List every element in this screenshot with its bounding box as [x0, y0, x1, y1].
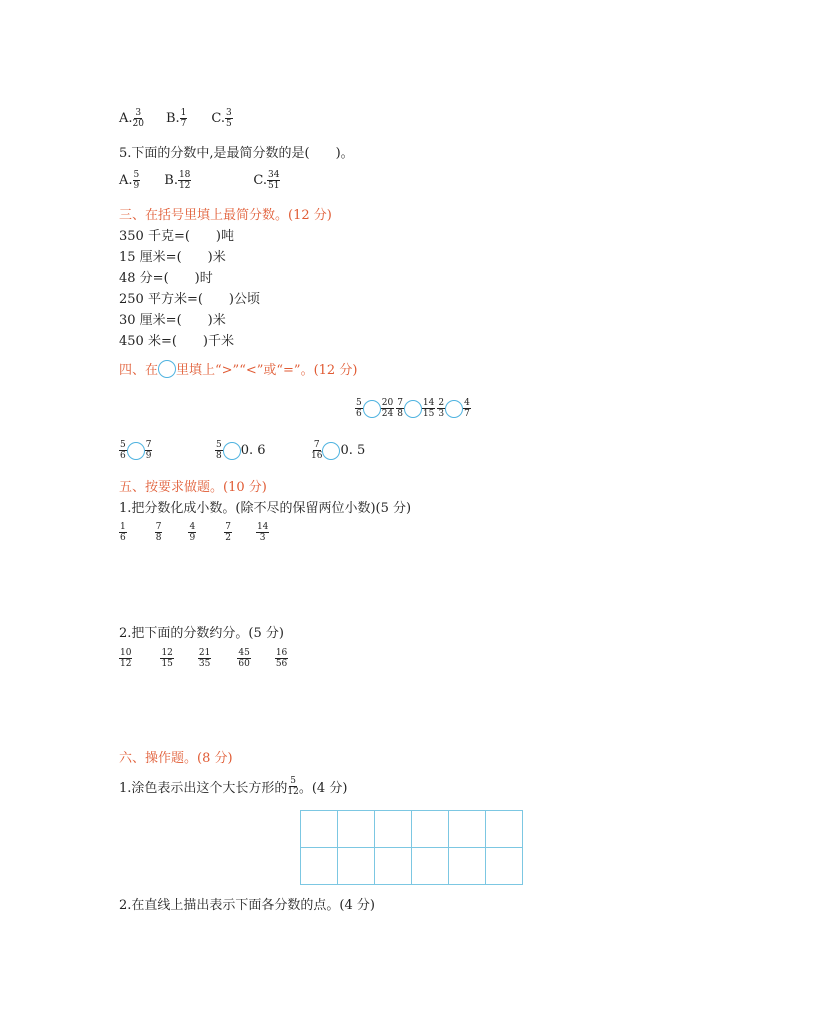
- compare-circle-icon[interactable]: [363, 400, 381, 418]
- section4-row2: [119, 440, 152, 461]
- fraction: $\frac{1}{6}$: [120, 522, 126, 543]
- option-a-fraction: $\frac{5}{9}$: [133, 170, 140, 191]
- option-c-label: C.: [211, 111, 226, 126]
- grid-cell[interactable]: [486, 848, 523, 885]
- fraction: $\frac{45}{60}$: [238, 648, 250, 669]
- grid-cell[interactable]: [412, 848, 449, 885]
- fraction: $\frac{2}{3}$: [438, 398, 445, 419]
- fraction: $\frac{5}{12}$: [287, 776, 299, 797]
- option-a-label: A.: [119, 173, 133, 188]
- option-c-fraction: $\frac{34}{51}$: [268, 170, 280, 191]
- option-a-fraction: $\frac{3}{20}$: [132, 108, 144, 129]
- fraction: $\frac{7}{8}$: [155, 522, 162, 543]
- section6-q1-text: 1.涂色表示出这个大长方形的: [119, 781, 288, 796]
- fraction: $\frac{21}{35}$: [198, 648, 211, 669]
- fraction: $\frac{14}{3}$: [256, 522, 269, 543]
- section4-row2b: [215, 440, 266, 461]
- fraction: $\frac{5}{8}$: [216, 440, 222, 461]
- rectangle-grid[interactable]: [300, 810, 523, 885]
- grid-cell[interactable]: [449, 848, 486, 885]
- grid-cell[interactable]: [412, 811, 449, 848]
- section3-item: 15 厘米=( )米: [119, 250, 226, 265]
- grid-cell[interactable]: [301, 811, 338, 848]
- compare-circle-icon[interactable]: [127, 442, 145, 460]
- section3-heading: 三、在括号里填上最简分数。(12 分): [119, 208, 332, 223]
- decimal-value: 0. 5: [340, 443, 366, 458]
- option-b-fraction: $\frac{1}{7}$: [180, 108, 187, 129]
- grid-cell[interactable]: [338, 848, 375, 885]
- section6-q1: [119, 776, 347, 797]
- fraction: $\frac{7}{16}$: [311, 440, 323, 461]
- option-a-label: A.: [119, 111, 133, 126]
- compare-circle-icon: [158, 360, 176, 378]
- option-b-label: B.: [164, 173, 178, 188]
- section4-row2c: [311, 440, 365, 461]
- section3-item: 450 米=( )千米: [119, 334, 234, 349]
- section3-item: 30 厘米=( )米: [119, 313, 226, 328]
- section6-heading: 六、操作题。(8 分): [119, 751, 233, 766]
- fraction: $\frac{12}{15}$: [161, 648, 173, 669]
- section5-q1-fractions: [119, 522, 269, 543]
- q5-question: 5.下面的分数中,是最简分数的是( )。: [119, 146, 354, 161]
- compare-circle-icon[interactable]: [404, 400, 422, 418]
- fraction: $\frac{20}{24}$: [381, 398, 394, 419]
- fraction: $\frac{10}{12}$: [120, 648, 132, 669]
- section4-heading: [119, 359, 357, 378]
- grid-cell[interactable]: [486, 811, 523, 848]
- section5-q1: 1.把分数化成小数。(除不尽的保留两位小数)(5 分): [119, 501, 412, 516]
- section3-item: 48 分=( )时: [119, 271, 213, 286]
- fraction: $\frac{4}{7}$: [464, 398, 470, 419]
- section6-q2: 2.在直线上描出表示下面各分数的点。(4 分): [119, 898, 375, 913]
- section4-row1: [355, 398, 471, 419]
- grid-cell[interactable]: [449, 811, 486, 848]
- compare-circle-icon[interactable]: [223, 442, 241, 460]
- compare-circle-icon[interactable]: [322, 442, 340, 460]
- fraction: $\frac{5}{6}$: [356, 398, 362, 419]
- decimal-value: 0. 6: [240, 443, 266, 458]
- section5-q2: 2.把下面的分数约分。(5 分): [119, 626, 284, 641]
- option-b-fraction: $\frac{18}{12}$: [178, 170, 191, 191]
- fraction: $\frac{7}{9}$: [145, 440, 152, 461]
- section5-heading: 五、按要求做题。(10 分): [119, 480, 267, 495]
- section5-q2-fractions: [119, 648, 288, 669]
- fraction: $\frac{7}{2}$: [225, 522, 231, 543]
- section3-item: 350 千克=( )吨: [119, 229, 234, 244]
- grid-cell[interactable]: [338, 811, 375, 848]
- fraction: $\frac{7}{8}$: [397, 398, 403, 419]
- option-b-label: B.: [165, 111, 180, 126]
- compare-circle-icon[interactable]: [445, 400, 463, 418]
- option-c-fraction: $\frac{3}{5}$: [226, 108, 232, 129]
- grid-cell[interactable]: [375, 848, 412, 885]
- fraction: $\frac{14}{15}$: [422, 398, 435, 419]
- section4-heading-pre: 四、在: [119, 363, 159, 378]
- q5-options: [119, 170, 280, 191]
- section6-q1-points: 。(4 分): [298, 781, 348, 796]
- option-c-label: C.: [253, 173, 268, 188]
- fraction: $\frac{4}{9}$: [189, 522, 196, 543]
- grid-cell[interactable]: [301, 848, 338, 885]
- section4-heading-post: 里填上“>”“<”或“=”。(12 分): [176, 363, 358, 378]
- fraction: $\frac{5}{6}$: [120, 440, 126, 461]
- q4-options: [119, 108, 233, 129]
- fraction: $\frac{16}{56}$: [275, 648, 288, 669]
- grid-cell[interactable]: [375, 811, 412, 848]
- section3-item: 250 平方米=( )公顷: [119, 292, 260, 307]
